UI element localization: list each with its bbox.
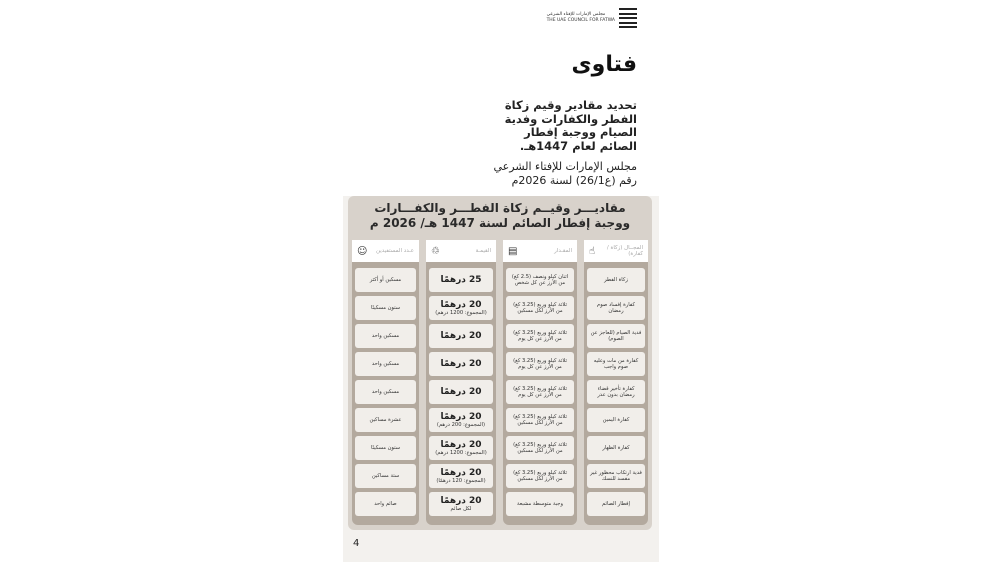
value-amount: 20 درهمًا: [440, 412, 482, 422]
table-cell-amount: ثلاثة كيلو وربع (3.25 كغ) من الأرز عن كل يوم: [506, 380, 574, 404]
table-cell-value: [429, 436, 493, 460]
column-beneficiaries: [352, 240, 419, 525]
table-cell-value: [429, 380, 493, 404]
zakat-table: [348, 196, 652, 530]
table-cell-domain: فدية الصيام (للعاجز عن الصوم): [587, 324, 645, 348]
value-amount: 20 درهمًا: [440, 359, 482, 369]
header-label: المجــال (زكاة / كفارة): [606, 245, 643, 257]
table-cell-beneficiaries: مسكين واحد: [355, 352, 416, 376]
council-reference: [487, 160, 637, 188]
table-cell-value: [429, 296, 493, 320]
column-amount: [503, 240, 577, 525]
scale-icon: ▤: [508, 245, 518, 257]
coins-icon: ♲: [431, 245, 440, 257]
column-header-amount: [503, 240, 577, 262]
value-amount: 20 درهمًا: [440, 331, 482, 341]
table-cell-amount: وجبة متوسطة مشبعة: [506, 492, 574, 516]
value-amount: 20 درهمًا: [440, 387, 482, 397]
table-cell-domain: كفارة إفساد صوم رمضان: [587, 296, 645, 320]
table-cell-domain: كفارة تأخير قضاء رمضان بدون عذر: [587, 380, 645, 404]
hand-icon: ☝: [589, 245, 596, 257]
table-cell-value: [429, 492, 493, 516]
table-cell-domain: زكاة الفطر: [587, 268, 645, 292]
header-label: المقـدار: [554, 248, 572, 254]
table-cell-amount: ثلاثة كيلو وربع (3.25 كغ) من الأرز لكل مسكين: [506, 436, 574, 460]
table-cell-domain: كفارة الظهار: [587, 436, 645, 460]
value-amount: 20 درهمًا: [440, 440, 482, 450]
value-note: (المجموع: 120 درهمًا): [436, 478, 486, 484]
value-amount: 20 درهمًا: [440, 496, 482, 506]
table-title-line-1: مقاديـــر وقيــم زكاة الفطـــر والكفـــارات: [374, 201, 626, 215]
org-name-ar: مجلس الإمارات للإفتاء الشرعي: [546, 12, 606, 17]
table-cell-amount: ثلاثة كيلو وربع (3.25 كغ) من الأرز عن كل يوم: [506, 352, 574, 376]
value-amount: 20 درهمًا: [440, 300, 482, 310]
table-cell-value: [429, 464, 493, 488]
table-cell-amount: ثلاثة كيلو وربع (3.25 كغ) من الأرز لكل مسكين: [506, 464, 574, 488]
table-cell-amount: ثلاثة كيلو وربع (3.25 كغ) من الأرز عن كل يوم: [506, 324, 574, 348]
table-title-line-2: ووجبة إفطار الصائم لسنة 1447 هـ/ 2026 م: [369, 216, 631, 230]
table-cell-beneficiaries: عشرة مساكين: [355, 408, 416, 432]
value-note: لكل صائم: [450, 506, 472, 512]
table-cell-beneficiaries: مسكين واحد: [355, 324, 416, 348]
council-logo: [547, 8, 637, 28]
table-cell-domain: كفارة اليمين: [587, 408, 645, 432]
table-cell-beneficiaries: مسكين واحد: [355, 380, 416, 404]
table-title: [348, 201, 652, 231]
column-header-domain: [584, 240, 648, 262]
table-cell-value: [429, 268, 493, 292]
intro-title: تحديد مقادير وقيم زكاة الفطر والكفارات وفدية الصيام ووجبة إفطار الصائم لعام 1447هـ.: [504, 98, 637, 153]
table-cell-amount: ثلاثة كيلو وربع (3.25 كغ) من الأرز لكل مسكين: [506, 296, 574, 320]
council-logo-icon: [619, 8, 637, 28]
value-note: (المجموع: 1200 درهم): [435, 310, 487, 316]
page-number: 4: [353, 538, 360, 549]
column-header-beneficiaries: [352, 240, 419, 262]
table-cell-beneficiaries: ستون مسكينًا: [355, 436, 416, 460]
table-cell-beneficiaries: مسكين أو أكثر: [355, 268, 416, 292]
council-line-2: رقم (ع26/1) لسنة 2026م: [511, 174, 637, 187]
table-cell-amount: اثنان كيلو ونصف (2.5 كغ) من الأرز عن كل شخص: [506, 268, 574, 292]
value-amount: 20 درهمًا: [440, 468, 482, 478]
org-name-en: THE UAE COUNCIL FOR FATWA: [546, 18, 615, 23]
table-cell-beneficiaries: صائم واحد: [355, 492, 416, 516]
column-value: [426, 240, 496, 525]
column-header-value: [426, 240, 496, 262]
table-cell-value: [429, 408, 493, 432]
table-cell-domain: إفطار الصائم: [587, 492, 645, 516]
value-amount: 25 درهمًا: [440, 275, 482, 285]
table-cell-value: [429, 352, 493, 376]
document-page: [343, 0, 659, 562]
council-line-1: مجلس الإمارات للإفتاء الشرعي: [493, 160, 637, 173]
column-domain: [584, 240, 648, 525]
people-icon: ☺: [357, 245, 368, 257]
header-label: عـدد المستفيدين: [376, 248, 414, 254]
table-cell-beneficiaries: ستون مسكينًا: [355, 296, 416, 320]
header-label: القيمـة: [475, 248, 491, 254]
table-cell-beneficiaries: ستة مساكين: [355, 464, 416, 488]
table-cell-domain: كفارة من مات وعليه صوم واجب: [587, 352, 645, 376]
value-note: (المجموع: 1200 درهم): [435, 450, 487, 456]
table-cell-amount: ثلاثة كيلو وربع (3.25 كغ) من الأرز لكل مسكين: [506, 408, 574, 432]
table-cell-domain: فدية ارتكاب محظور غير مفسد للنسك: [587, 464, 645, 488]
value-note: (المجموع: 200 درهم): [436, 422, 486, 428]
table-cell-value: [429, 324, 493, 348]
brand-title: فتاوى: [571, 52, 637, 77]
